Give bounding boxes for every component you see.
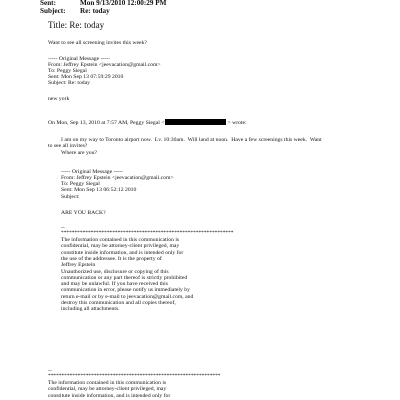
quote-question: Where are you? <box>61 150 97 156</box>
disclaimer-line: confidential, may be attorney-client privileged, may <box>48 386 167 393</box>
quote-suffix: > wrote: <box>227 120 247 126</box>
quote-paragraph: I am on my way to Toronto airport now. Lv. 10:30am. Will land at noon. Have a few screenings this week. Want <box>61 137 322 143</box>
body-text: Want to see all screening invites this week? <box>48 40 147 46</box>
original-message-marker-2: ----- Original Message ----- <box>61 169 124 175</box>
disclaimer-line: including all attachments. <box>61 306 120 313</box>
quote-paragraph-cont: to see all invites? <box>48 143 88 149</box>
disclaimer-line: destroy this communication and all copies thereof, <box>61 300 176 306</box>
sent-line-2: Sent: Mon Sep 13 06:52:12 2010 <box>61 187 137 193</box>
disclaimer-line: The information contained in this communication is <box>61 237 180 243</box>
signature-dashes-2: -- <box>48 368 52 374</box>
quote-prefix: On Mon, Sep 13, 2010 at 7:57 AM, Peggy Siegal < <box>48 120 165 126</box>
star-divider-2: **************************************************************** <box>48 373 221 379</box>
from-line-2: From: Jeffrey Epstein <jeevacation@gmail.com> <box>61 175 174 181</box>
disclaimer-line: communication or any part thereof is strictly prohibited <box>61 274 188 281</box>
disclaimer-line: The information contained in this communication is <box>48 380 167 386</box>
disclaimer-line: return e-mail or by e-mail to jeevacation@gmail.com, and <box>61 293 194 300</box>
from-line: From: Jeffrey Epstein <jeevacation@gmail.com> <box>48 62 161 68</box>
disclaimer-line: the use of the addressee. It is the property of <box>61 255 162 262</box>
disclaimer-line: communication in error, please notify us immediately by <box>61 287 190 294</box>
email-title: Title: Re: today <box>48 20 105 30</box>
disclaimer-line: confidential, may be attorney-client privileged, may <box>61 243 180 250</box>
subject-value: Re: today <box>80 7 110 15</box>
subject-line: Subject: Re: today <box>48 80 91 86</box>
disclaimer-line: Unauthorized use, disclosure or copying of this <box>61 268 169 275</box>
quote-attribution <box>48 119 247 127</box>
redaction-box <box>165 119 226 125</box>
subject-line-2: Subject: <box>61 194 80 200</box>
message-body-2: ARE YOU BACK? <box>61 210 106 216</box>
to-line: To: Peggy Siegal <box>48 68 87 74</box>
disclaimer-line: constitute inside information, and is intended only for <box>48 392 171 399</box>
star-divider: **************************************************************** <box>61 230 234 236</box>
subject-label: Subject: <box>40 7 66 15</box>
disclaimer-line: Jeffrey Epstein <box>61 262 96 269</box>
to-line-2: To: Peggy Siegal <box>61 181 100 187</box>
original-message-marker: ----- Original Message ----- <box>48 56 111 62</box>
disclaimer-line: constitute inside information, and is intended only for <box>61 249 184 256</box>
message-body: new york <box>48 96 70 102</box>
signature-dashes: -- <box>61 225 65 231</box>
disclaimer-line: and may be unlawful. If you have received this <box>61 281 168 288</box>
sent-value: Mon 9/13/2010 12:00:29 PM <box>80 0 167 7</box>
sent-label: Sent: <box>40 0 56 7</box>
sent-line: Sent: Mon Sep 13 07:59:29 2010 <box>48 74 124 80</box>
